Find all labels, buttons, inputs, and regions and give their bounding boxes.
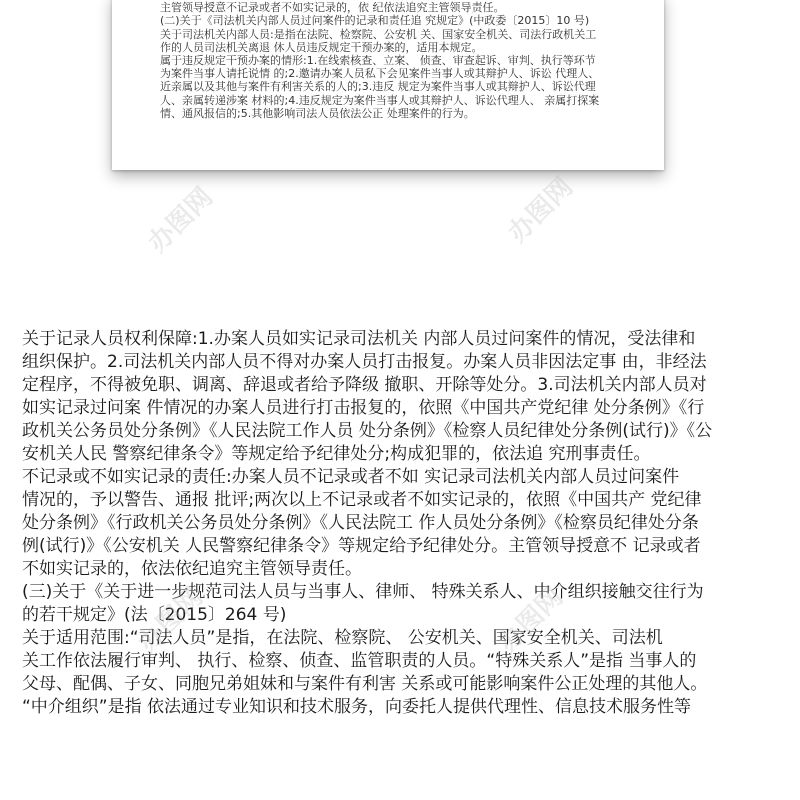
- preview-line: 主管领导授意不记录或者不如实记录的，依 纪依法追究主管领导责任。: [160, 1, 505, 15]
- body-line: 例(试行)》《公安机关 人民警察纪律条令》等规定给予纪律处分。主管领导授意不 记录或者: [22, 536, 701, 556]
- body-line: 如实记录过问案 件情况的办案人员进行打击报复的，依照《中国共产党纪律 处分条例》《行: [22, 398, 705, 418]
- watermark: 办图网: [132, 582, 209, 659]
- body-line: “中介组织”是指 依法通过专业知识和技术服务，向委托人提供代理性、信息技术服务性等: [22, 697, 692, 717]
- section-heading: (三)关于《关于进一步规范司法人员与当事人、律师、 特殊关系人、中介组织接触交往行为: [22, 582, 704, 602]
- section-heading: 的若干规定》(法〔2015〕264 号): [22, 605, 287, 625]
- body-line: 定程序，不得被免职、调离、辞退或者给予降级 撤职、开除等处分。3.司法机关内部人员对: [22, 375, 707, 395]
- preview-line: 为案件当事人请托说情 的;2.邀请办案人员私下会见案件当事人或其辩护人、诉讼 代理人、: [160, 67, 600, 81]
- body-line: 不如实记录的，依法依纪追究主管领导责任。: [22, 559, 362, 579]
- body-text-block: [22, 328, 780, 719]
- document-page-preview: [112, 0, 664, 170]
- preview-line: 作的人员司法机关离退 休人员违反规定干预办案的，适用本规定。: [160, 40, 483, 54]
- watermark: 办图网: [142, 182, 219, 259]
- body-line: 情况的，予以警告、通报 批评;两次以上不记录或者不如实记录的，依照《中国共产 党纪律: [22, 490, 702, 510]
- body-line: 组织保护。2.司法机关内部人员不得对办案人员打击报复。办案人员非因法定事 由，非经法: [22, 352, 707, 372]
- preview-line: 关于司法机关内部人员:是指在法院、检察院、公安机 关、国家安全机关、司法行政机关工: [160, 27, 597, 41]
- body-line: 处分条例》《行政机关公务员处分条例》《人民法院工 作人员处分条例》《检察员纪律处分条: [22, 513, 699, 533]
- body-line: 父母、配偶、子女、同胞兄弟姐妹和与案件有利害 关系或可能影响案件公正处理的其他人。: [22, 674, 708, 694]
- preview-line: 近亲属以及其他与案件有利害关系的人的;3.违反 规定为案件当事人或其辩护人、诉讼代理: [160, 80, 596, 94]
- body-line: 不记录或不如实记录的责任:办案人员不记录或者不如 实记录司法机关内部人员过问案件: [22, 467, 680, 487]
- preview-text-block: [160, 0, 660, 120]
- body-line: 关于记录人员权利保障:1.办案人员如实记录司法机关 内部人员过问案件的情况，受法律和: [22, 329, 696, 349]
- preview-line: 人、亲属转递涉案 材料的;4.违反规定为案件当事人或其辩护人、诉讼代理人、 亲属打探案: [160, 93, 600, 107]
- preview-line: 属于违反规定干预办案的情形:1.在线索核查、立案、 侦查、审查起诉、审判、执行等环节: [160, 54, 596, 68]
- body-line: 关工作依法履行审判、 执行、检察、侦查、监管职责的人员。“特殊关系人”是指 当事人的: [22, 651, 697, 671]
- watermark: 办图网: [502, 172, 579, 249]
- preview-line: 情、通风报信的;5.其他影响司法人员依法公正 处理案件的行为。: [160, 106, 475, 120]
- body-line: 安机关人民 警察纪律条令》等规定给予纪律处分;构成犯罪的，依法追 究刑事责任。: [22, 444, 651, 464]
- watermark: 办图网: [492, 582, 569, 659]
- body-line: 关于适用范围:“司法人员”是指，在法院、检察院、 公安机关、国家安全机关、司法机: [22, 628, 663, 648]
- body-line: 政机关公务员处分条例》《人民法院工作人员 处分条例》《检察人员纪律处分条例(试行)》《公: [22, 421, 713, 441]
- preview-line: (二)关于《司法机关内部人员过问案件的记录和责任追 究规定》(中政委〔2015〕10 号): [160, 14, 590, 28]
